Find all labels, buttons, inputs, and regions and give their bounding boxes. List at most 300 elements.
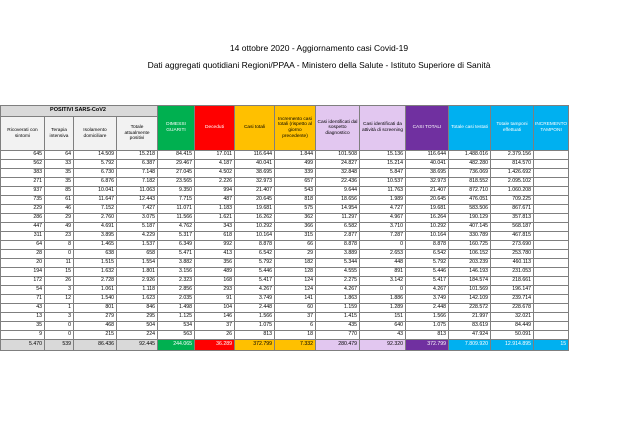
table-cell: 1.566	[235, 313, 275, 322]
table-row	[1, 268, 569, 277]
table-cell: 5.417	[235, 277, 275, 286]
table-cell: 0	[45, 250, 74, 259]
table-cell: 66	[275, 241, 316, 250]
table-cell: 1.863	[316, 295, 360, 304]
table-cell	[534, 313, 569, 322]
table-cell: 47.924	[449, 331, 491, 340]
table-cell: 11.566	[158, 214, 195, 223]
table-cell: 83.619	[449, 322, 491, 331]
table-cell: 1.498	[158, 304, 195, 313]
table-cell: 801	[74, 304, 117, 313]
table-row	[1, 205, 569, 214]
table-cell: 15.136	[360, 151, 406, 160]
table-row	[1, 151, 569, 160]
table-cell: 32.973	[406, 178, 449, 187]
table-cell: 330.789	[449, 232, 491, 241]
table-cell: 994	[195, 187, 235, 196]
table-cell: 1.061	[74, 286, 117, 295]
table-cell: 10.292	[406, 223, 449, 232]
table-cell: 203.239	[449, 259, 491, 268]
table-cell: 4.267	[316, 286, 360, 295]
table-cell: 19.681	[406, 205, 449, 214]
table-cell: 5.471	[158, 250, 195, 259]
totals-cell: 7.332	[275, 340, 316, 351]
table-cell: 20.645	[235, 196, 275, 205]
table-cell: 563	[158, 331, 195, 340]
table-cell	[534, 196, 569, 205]
table-cell: 413	[195, 250, 235, 259]
table-cell	[534, 304, 569, 313]
table-cell: 35	[45, 178, 74, 187]
table-cell: 22.436	[316, 178, 360, 187]
table-cell: 992	[195, 241, 235, 250]
table-cell: 7.182	[117, 178, 158, 187]
table-cell: 8.878	[406, 241, 449, 250]
table-cell: 2.877	[316, 232, 360, 241]
table-cell: 0	[360, 241, 406, 250]
column-header: DIMESSI GUARITI	[158, 106, 195, 151]
table-cell	[534, 259, 569, 268]
table-cell: 10.164	[235, 232, 275, 241]
table-cell: 814.570	[491, 160, 534, 169]
table-cell: 1.621	[195, 214, 235, 223]
table-cell: 64	[1, 241, 45, 250]
table-cell: 2.275	[316, 277, 360, 286]
table-cell	[534, 331, 569, 340]
table-cell: 32.021	[491, 313, 534, 322]
table-cell: 0	[360, 286, 406, 295]
table-cell: 190.129	[449, 214, 491, 223]
table-row	[1, 250, 569, 259]
table-row	[1, 232, 569, 241]
table-cell: 435	[316, 322, 360, 331]
table-cell: 12.443	[117, 196, 158, 205]
table-cell: 20	[1, 259, 45, 268]
table-row	[1, 196, 569, 205]
table-cell: 4.229	[117, 232, 158, 241]
table-cell: 5.317	[158, 232, 195, 241]
table-cell: 37	[275, 313, 316, 322]
table-cell: 35	[45, 169, 74, 178]
table-cell: 3.749	[235, 295, 275, 304]
table-cell	[534, 187, 569, 196]
totals-cell: 372.799	[406, 340, 449, 351]
table-cell: 293	[195, 286, 235, 295]
table-cell: 21.407	[235, 187, 275, 196]
table-cell: 29	[45, 214, 74, 223]
table-cell: 218.661	[491, 277, 534, 286]
table-cell: 1	[45, 304, 74, 313]
table-cell: 1.075	[235, 322, 275, 331]
table-cell: 4.691	[74, 223, 117, 232]
table-cell: 29.467	[158, 160, 195, 169]
table-cell: 4.555	[316, 268, 360, 277]
table-cell: 709.225	[491, 196, 534, 205]
table-cell: 3	[45, 313, 74, 322]
column-header: Isolamento domiciliare	[74, 117, 117, 151]
table-cell: 35	[1, 322, 45, 331]
column-header: Ricoverati con sintomi	[1, 117, 45, 151]
table-cell: 16.262	[235, 214, 275, 223]
table-cell: 104	[195, 304, 235, 313]
table-cell: 10.164	[406, 232, 449, 241]
table-cell: 16.264	[406, 214, 449, 223]
table-cell: 3.882	[158, 259, 195, 268]
table-cell: 2.760	[74, 214, 117, 223]
table-cell: 1.554	[117, 259, 158, 268]
table-cell: 29	[275, 250, 316, 259]
table-cell: 128	[275, 268, 316, 277]
table-cell: 476.051	[449, 196, 491, 205]
table-cell: 534	[158, 322, 195, 331]
table-cell: 5.417	[406, 277, 449, 286]
table-cell: 18	[275, 331, 316, 340]
table-cell: 468	[74, 322, 117, 331]
table-cell: 6.349	[158, 241, 195, 250]
table-cell: 9.644	[316, 187, 360, 196]
table-cell: 467.815	[491, 232, 534, 241]
table-cell	[534, 295, 569, 304]
table-cell: 1.632	[74, 268, 117, 277]
table-cell: 84.449	[491, 322, 534, 331]
table-cell: 383	[1, 169, 45, 178]
table-cell: 1.540	[74, 295, 117, 304]
table-cell: 10.041	[74, 187, 117, 196]
table-cell: 33	[45, 160, 74, 169]
table-cell: 160.725	[449, 241, 491, 250]
table-cell: 638	[74, 250, 117, 259]
table-cell: 28	[1, 250, 45, 259]
column-header: Deceduti	[195, 106, 235, 151]
table-cell: 9.350	[158, 187, 195, 196]
table-cell: 1.844	[275, 151, 316, 160]
table-cell: 101.569	[449, 286, 491, 295]
table-cell: 24.827	[316, 160, 360, 169]
table-cell: 229	[1, 205, 45, 214]
table-cell: 356	[195, 259, 235, 268]
table-cell: 1.118	[117, 286, 158, 295]
table-cell: 937	[1, 187, 45, 196]
table-cell: 4.762	[158, 223, 195, 232]
table-cell: 40.041	[235, 160, 275, 169]
table-cell: 6.542	[235, 250, 275, 259]
table-cell: 124	[275, 277, 316, 286]
column-header: Incremento casi totali (rispetto al giorno precedente)	[275, 106, 316, 151]
table-cell: 239.714	[491, 295, 534, 304]
table-cell: 1.183	[195, 205, 235, 214]
table-cell: 14.509	[74, 151, 117, 160]
table-cell: 11.071	[158, 205, 195, 214]
table-cell: 106.152	[449, 250, 491, 259]
table-cell: 1.159	[316, 304, 360, 313]
table-cell: 0	[45, 322, 74, 331]
table-cell: 8.878	[316, 241, 360, 250]
table-cell: 146	[195, 313, 235, 322]
table-cell: 1.289	[360, 304, 406, 313]
table-cell: 21.997	[449, 313, 491, 322]
table-cell: 17.011	[195, 151, 235, 160]
table-cell: 543	[275, 187, 316, 196]
table-cell: 0	[45, 331, 74, 340]
table-cell: 38.695	[235, 169, 275, 178]
table-cell: 2.856	[158, 286, 195, 295]
column-header: Totale casi testati	[449, 106, 491, 151]
table-cell: 2.226	[195, 178, 235, 187]
table-cell: 315	[275, 232, 316, 241]
table-cell: 5.847	[360, 169, 406, 178]
table-cell: 2.448	[235, 304, 275, 313]
table-cell: 231.053	[491, 268, 534, 277]
totals-cell: 86.436	[74, 340, 117, 351]
table-cell: 142.109	[449, 295, 491, 304]
table-cell	[534, 205, 569, 214]
table-cell: 1.060.208	[491, 187, 534, 196]
table-cell: 32.848	[316, 169, 360, 178]
column-header: Terapia intensiva	[45, 117, 74, 151]
column-header: Totale attualmente positivi	[117, 117, 158, 151]
table-cell: 2.926	[117, 277, 158, 286]
table-cell: 7.152	[74, 205, 117, 214]
totals-cell: 12.914.895	[491, 340, 534, 351]
table-cell: 5.792	[74, 160, 117, 169]
table-cell: 23	[45, 232, 74, 241]
table-cell	[534, 178, 569, 187]
table-cell: 583.506	[449, 205, 491, 214]
table-row	[1, 304, 569, 313]
table-cell: 61	[45, 196, 74, 205]
table-row	[1, 160, 569, 169]
column-header: Casi identificati da attività di screening	[360, 106, 406, 151]
table-cell: 407.145	[449, 223, 491, 232]
table-cell: 85	[45, 187, 74, 196]
table-cell: 5.446	[235, 268, 275, 277]
table-cell: 11.297	[316, 214, 360, 223]
table-cell: 286	[1, 214, 45, 223]
column-header: Casi identificati dal sospetto diagnostico	[316, 106, 360, 151]
table-cell: 3.710	[360, 223, 406, 232]
totals-cell: 36.289	[195, 340, 235, 351]
table-cell	[534, 277, 569, 286]
table-cell: 3.889	[316, 250, 360, 259]
table-cell: 1.801	[117, 268, 158, 277]
table-cell: 146.193	[449, 268, 491, 277]
table-cell: 15.214	[360, 160, 406, 169]
table-cell: 736.069	[449, 169, 491, 178]
table-cell: 182	[275, 259, 316, 268]
table-row	[1, 259, 569, 268]
table-cell: 658	[117, 250, 158, 259]
table-cell: 26	[45, 277, 74, 286]
table-cell: 7.287	[360, 232, 406, 241]
table-cell: 7.148	[117, 169, 158, 178]
table-cell: 1.075	[406, 322, 449, 331]
table-cell: 357.813	[491, 214, 534, 223]
table-cell: 91	[195, 295, 235, 304]
table-cell: 1.125	[158, 313, 195, 322]
table-cell: 3.749	[406, 295, 449, 304]
table-cell: 3	[45, 286, 74, 295]
table-cell: 21.407	[406, 187, 449, 196]
table-cell: 38.695	[406, 169, 449, 178]
positivi-group-header: POSITIVI SARS-CoV2	[1, 106, 158, 117]
table-cell: 228.572	[449, 304, 491, 313]
table-cell: 846	[117, 304, 158, 313]
table-cell: 1.537	[117, 241, 158, 250]
table-cell: 71	[1, 295, 45, 304]
table-cell: 11.647	[74, 196, 117, 205]
table-cell: 504	[117, 322, 158, 331]
totals-cell: 92.320	[360, 340, 406, 351]
table-cell	[534, 169, 569, 178]
table-cell: 891	[360, 268, 406, 277]
table-cell: 64	[45, 151, 74, 160]
table-cell: 2.728	[74, 277, 117, 286]
table-cell: 460.113	[491, 259, 534, 268]
table-cell: 3.895	[74, 232, 117, 241]
table-cell	[534, 250, 569, 259]
table-cell: 46	[45, 205, 74, 214]
table-cell: 14.954	[316, 205, 360, 214]
table-cell: 3.075	[117, 214, 158, 223]
report-subtitle: Dati aggregati quotidiani Regioni/PPAA - Ministero della Salute - Istituto Superiore di Sanità	[147, 60, 491, 70]
table-cell: 273.690	[491, 241, 534, 250]
table-cell: 151	[360, 313, 406, 322]
table-cell: 1.488.016	[449, 151, 491, 160]
table-cell: 2.095.102	[491, 178, 534, 187]
table-row	[1, 331, 569, 340]
table-cell: 49	[45, 223, 74, 232]
table-cell: 3.142	[360, 277, 406, 286]
table-cell: 4.502	[195, 169, 235, 178]
table-cell: 116.644	[235, 151, 275, 160]
table-cell: 5.792	[406, 259, 449, 268]
table-row	[1, 277, 569, 286]
table-cell	[534, 286, 569, 295]
column-header: Totale tamponi effettuati	[491, 106, 534, 151]
table-cell: 18.656	[316, 196, 360, 205]
table-cell: 12	[45, 295, 74, 304]
table-row	[1, 322, 569, 331]
table-cell: 1.515	[74, 259, 117, 268]
table-cell: 253.780	[491, 250, 534, 259]
table-cell: 13	[1, 313, 45, 322]
table-cell: 54	[1, 286, 45, 295]
table-cell: 568.187	[491, 223, 534, 232]
table-cell: 562	[1, 160, 45, 169]
table-cell	[534, 214, 569, 223]
table-row	[1, 286, 569, 295]
table-cell: 11.763	[360, 187, 406, 196]
table-cell: 311	[1, 232, 45, 241]
column-header: INCREMENTO TAMPONI	[534, 106, 569, 151]
table-row	[1, 313, 569, 322]
table-cell: 19.681	[235, 205, 275, 214]
table-cell: 124	[275, 286, 316, 295]
table-cell: 645	[1, 151, 45, 160]
table-cell: 196.147	[491, 286, 534, 295]
table-cell: 27.045	[158, 169, 195, 178]
table-cell: 43	[360, 331, 406, 340]
table-cell: 1.415	[316, 313, 360, 322]
totals-cell: 7.809.920	[449, 340, 491, 351]
table-cell: 813	[406, 331, 449, 340]
totals-cell: 5.470	[1, 340, 45, 351]
table-cell	[534, 322, 569, 331]
table-cell: 657	[275, 178, 316, 187]
table-cell: 11	[45, 259, 74, 268]
table-row	[1, 295, 569, 304]
table-cell: 448	[360, 259, 406, 268]
totals-cell: 92.445	[117, 340, 158, 351]
table-cell: 1.623	[117, 295, 158, 304]
table-cell: 1.989	[360, 196, 406, 205]
table-cell: 618	[195, 232, 235, 241]
table-cell: 184.574	[449, 277, 491, 286]
table-cell: 6.387	[117, 160, 158, 169]
table-row	[1, 178, 569, 187]
table-cell: 7.715	[158, 196, 195, 205]
table-cell: 867.671	[491, 205, 534, 214]
table-cell: 447	[1, 223, 45, 232]
table-cell: 735	[1, 196, 45, 205]
table-cell: 5.187	[117, 223, 158, 232]
table-cell: 818.552	[449, 178, 491, 187]
table-cell: 1.465	[74, 241, 117, 250]
table-cell: 8.878	[235, 241, 275, 250]
table-cell: 7.427	[117, 205, 158, 214]
table-cell: 4.267	[406, 286, 449, 295]
table-cell: 4.267	[235, 286, 275, 295]
table-cell: 2.323	[158, 277, 195, 286]
table-row	[1, 214, 569, 223]
table-cell: 5.446	[406, 268, 449, 277]
table-cell: 5.344	[316, 259, 360, 268]
table-cell: 6.542	[406, 250, 449, 259]
table-cell: 2.653	[360, 250, 406, 259]
table-cell: 6.876	[74, 178, 117, 187]
table-cell: 10.537	[360, 178, 406, 187]
table-cell: 818	[275, 196, 316, 205]
table-cell: 770	[316, 331, 360, 340]
table-cell: 6.730	[74, 169, 117, 178]
table-cell	[534, 268, 569, 277]
table-cell: 343	[195, 223, 235, 232]
table-cell: 1.566	[406, 313, 449, 322]
table-cell: 5.792	[235, 259, 275, 268]
table-cell: 3.156	[158, 268, 195, 277]
table-cell: 489	[195, 268, 235, 277]
table-cell: 339	[275, 169, 316, 178]
table-cell: 26	[195, 331, 235, 340]
table-cell: 141	[275, 295, 316, 304]
table-cell: 101.508	[316, 151, 360, 160]
table-cell: 366	[275, 223, 316, 232]
report-title: 14 ottobre 2020 - Aggiornamento casi Covid-19	[229, 43, 409, 53]
table-cell: 279	[74, 313, 117, 322]
table-cell: 116.644	[406, 151, 449, 160]
table-cell: 168	[195, 277, 235, 286]
table-cell	[534, 232, 569, 241]
column-header: CASI TOTALI	[406, 106, 449, 151]
table-cell: 194	[1, 268, 45, 277]
table-cell: 15	[45, 268, 74, 277]
table-cell: 84.415	[158, 151, 195, 160]
table-cell: 15.218	[117, 151, 158, 160]
table-cell: 32.973	[235, 178, 275, 187]
table-cell: 640	[360, 322, 406, 331]
table-cell: 4.187	[195, 160, 235, 169]
table-cell: 60	[275, 304, 316, 313]
